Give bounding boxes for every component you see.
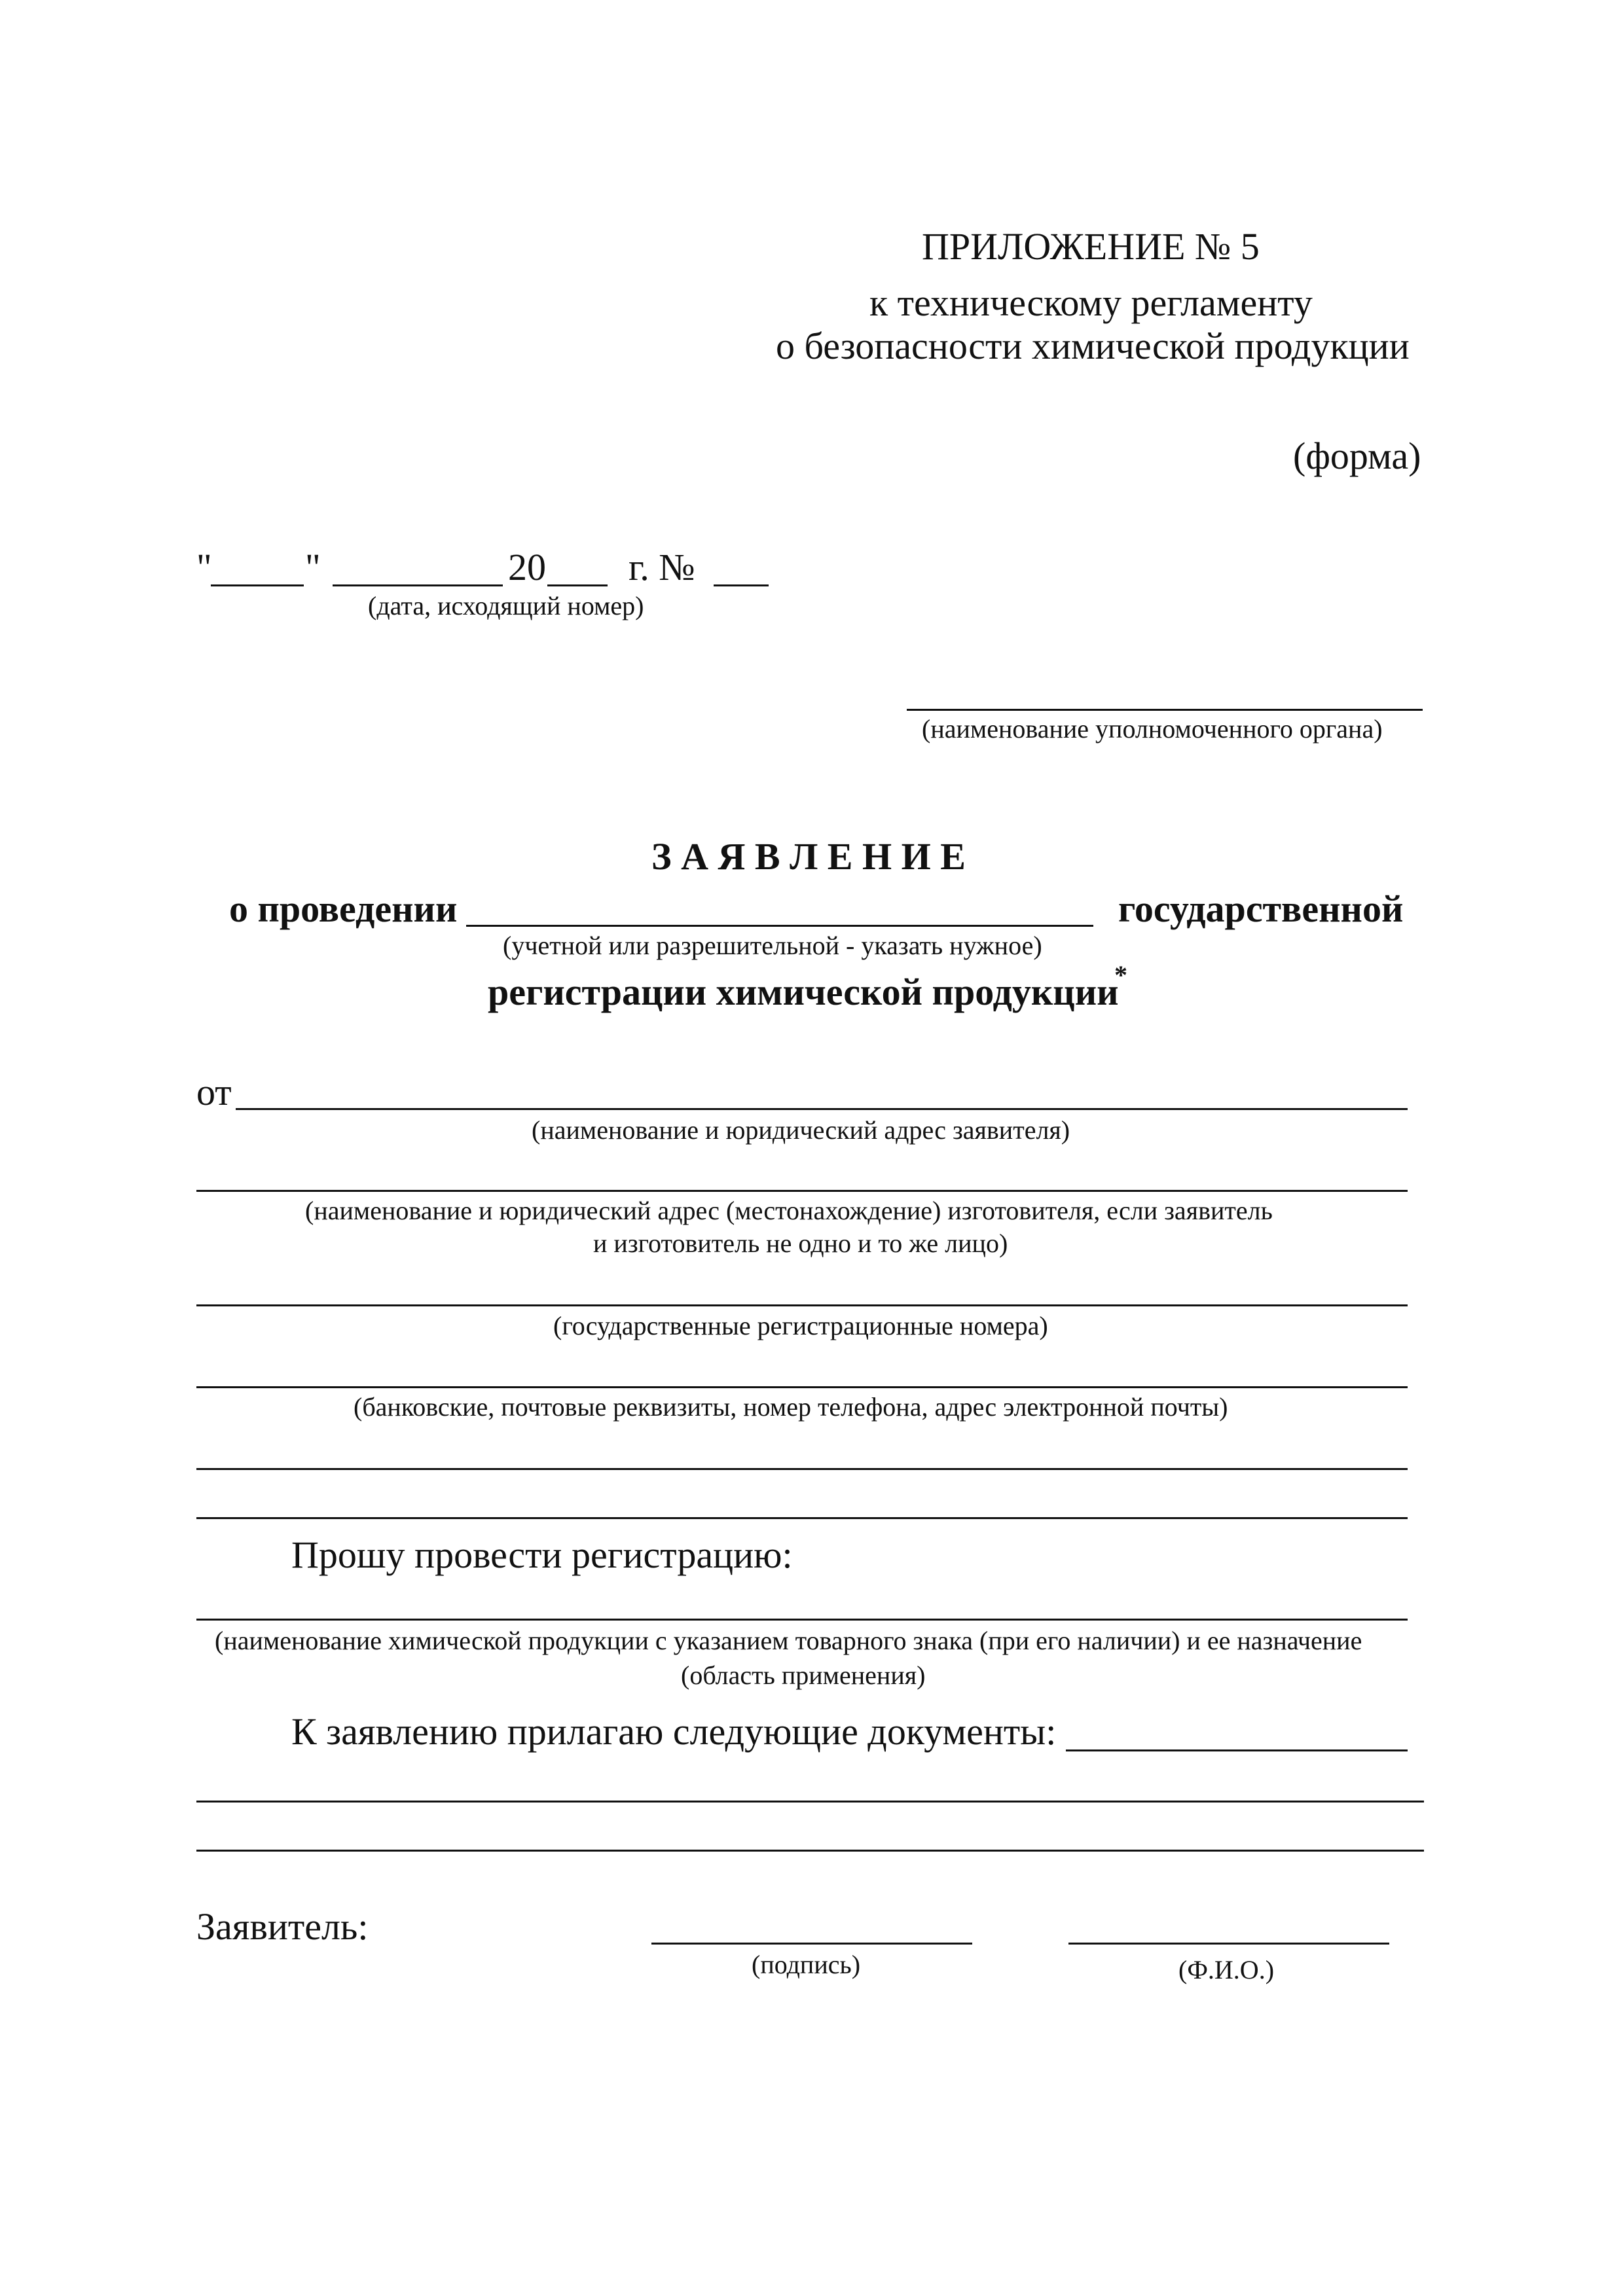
date-day-blank[interactable] — [211, 584, 304, 586]
registration-numbers-caption: (государственные регистрационные номера) — [553, 1311, 1048, 1340]
applicant-label: Заявитель: — [196, 1905, 369, 1948]
appendix-title: ПРИЛОЖЕНИЕ № 5 — [922, 225, 1260, 268]
extra-line-2[interactable] — [196, 1517, 1408, 1519]
registration-type-caption: (учетной или разрешительной - указать нужное) — [503, 931, 1042, 960]
outgoing-number-blank[interactable] — [714, 584, 769, 586]
full-name-caption: (Ф.И.О.) — [1178, 1955, 1275, 1984]
bank-details-blank[interactable] — [196, 1386, 1408, 1388]
signature-blank[interactable] — [651, 1943, 972, 1945]
registration-type-blank[interactable] — [466, 925, 1093, 927]
manufacturer-blank[interactable] — [196, 1190, 1408, 1192]
registration-numbers-blank[interactable] — [196, 1304, 1408, 1306]
manufacturer-caption-line-2: и изготовитель не одно и то же лицо) — [593, 1229, 1008, 1258]
date-month-blank[interactable] — [333, 584, 503, 586]
attachments-blank-1[interactable] — [196, 1801, 1424, 1803]
date-caption: (дата, исходящий номер) — [368, 591, 644, 620]
signature-caption: (подпись) — [752, 1950, 861, 1979]
chemical-product-blank[interactable] — [196, 1619, 1408, 1621]
recipient-blank[interactable] — [907, 709, 1423, 711]
form-label: (форма) — [1293, 435, 1421, 477]
from-label: от — [196, 1071, 232, 1113]
date-year-blank[interactable] — [547, 584, 608, 586]
recipient-caption: (наименование уполномоченного органа) — [922, 714, 1383, 744]
attachments-blank-inline[interactable] — [1066, 1749, 1408, 1751]
appendix-subtitle-line-2: о безопасности химической продукции — [776, 325, 1410, 367]
manufacturer-caption-line-1: (наименование и юридический адрес (местонахождение) изготовителя, если заявитель — [305, 1196, 1273, 1225]
title-line-1-right: государственной — [1118, 888, 1404, 930]
title-line-2: регистрации химической продукции — [488, 971, 1119, 1013]
title-line-1-left: о проведении — [229, 888, 458, 930]
applicant-name-blank[interactable] — [236, 1108, 1408, 1110]
extra-line-1[interactable] — [196, 1468, 1408, 1470]
chemical-product-caption-line-1: (наименование химической продукции с указанием товарного знака (при его наличии) и ее назначение — [215, 1626, 1362, 1655]
document-heading: З А Я В Л Е Н И Е — [651, 835, 966, 878]
attachments-label: К заявлению прилагаю следующие документы: — [291, 1710, 1057, 1753]
attachments-blank-2[interactable] — [196, 1850, 1424, 1852]
date-year-prefix: 20 — [508, 546, 546, 588]
full-name-blank[interactable] — [1068, 1943, 1389, 1945]
date-quote-close: " — [305, 546, 321, 588]
chemical-product-caption-line-2: (область применения) — [681, 1660, 926, 1690]
date-quote-open: " — [196, 546, 212, 588]
appendix-subtitle-line-1: к техническому регламенту — [869, 281, 1313, 324]
footnote-mark: * — [1114, 960, 1127, 990]
bank-details-caption: (банковские, почтовые реквизиты, номер телефона, адрес электронной почты) — [354, 1392, 1228, 1422]
request-label: Прошу провести регистрацию: — [291, 1534, 793, 1576]
applicant-name-caption: (наименование и юридический адрес заявителя) — [532, 1115, 1070, 1145]
date-year-suffix: г. № — [629, 546, 695, 588]
